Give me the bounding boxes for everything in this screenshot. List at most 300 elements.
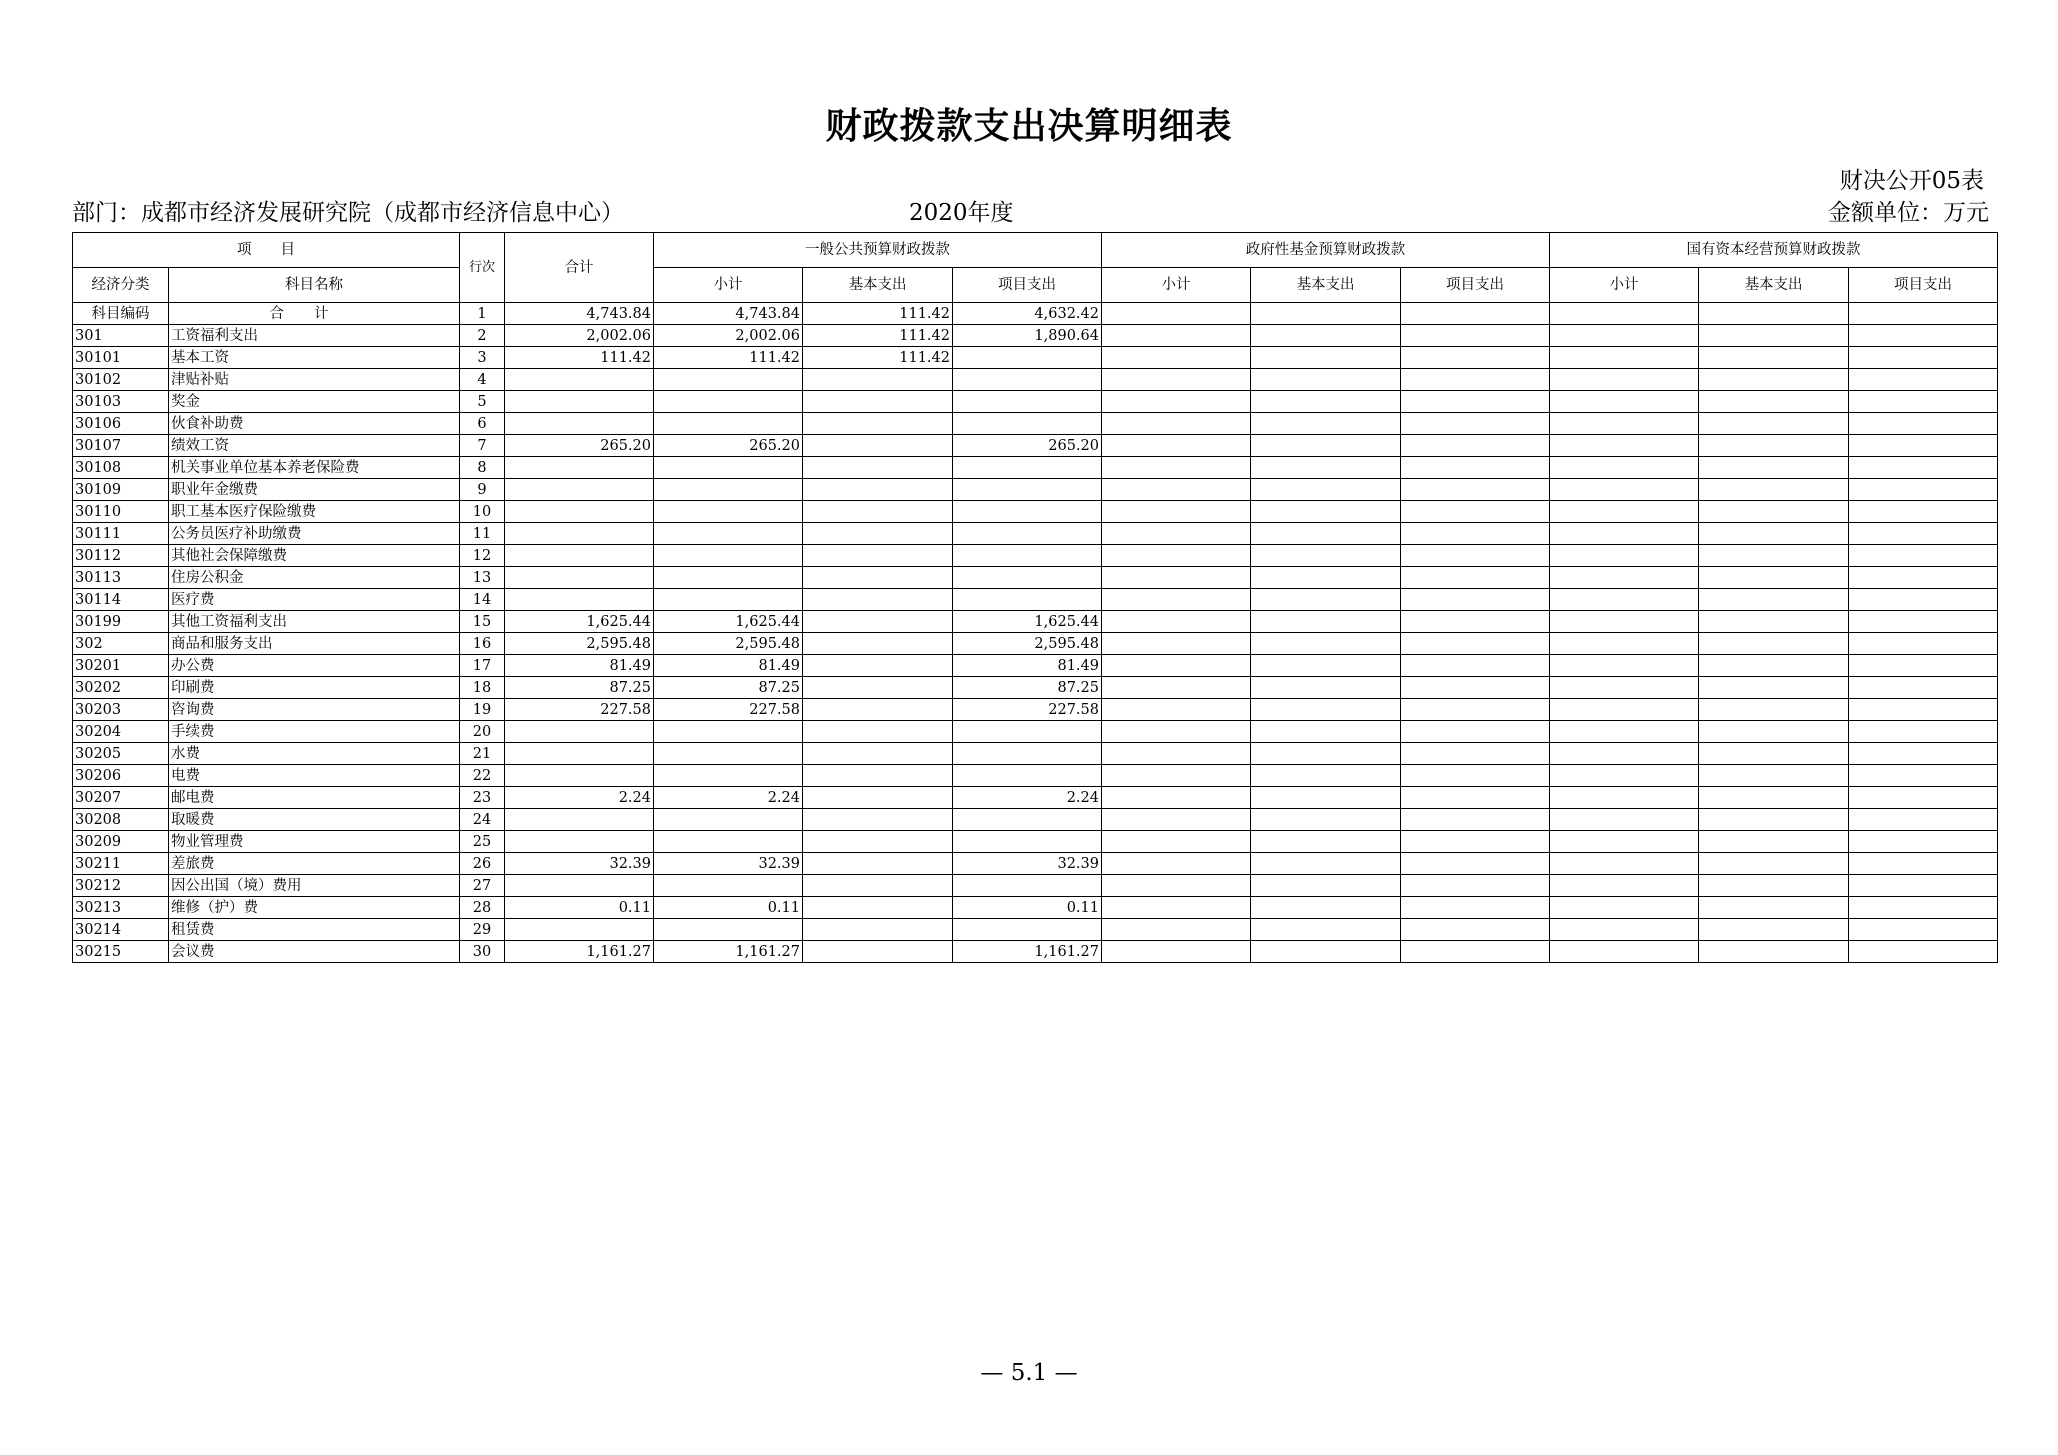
row-capital-subtotal: [1550, 501, 1699, 523]
row-capital-subtotal: [1550, 479, 1699, 501]
header-gp-project: 项目支出: [953, 268, 1102, 303]
row-gp-subtotal: [654, 875, 803, 897]
row-fund-basic: [1251, 567, 1401, 589]
row-seq: 4: [460, 369, 505, 391]
row-total: [505, 919, 654, 941]
row-capital-basic: [1699, 721, 1849, 743]
row-seq: 8: [460, 457, 505, 479]
header-total: 合计: [505, 233, 654, 303]
row-fund-subtotal: [1102, 523, 1251, 545]
row-fund-project: [1401, 347, 1550, 369]
row-fund-basic: [1251, 545, 1401, 567]
row-gp-project: 2,595.48: [953, 633, 1102, 655]
row-gp-basic: [803, 831, 953, 853]
row-gp-subtotal: [654, 831, 803, 853]
table-row: [73, 919, 1998, 941]
row-capital-subtotal: [1550, 721, 1699, 743]
row-fund-basic: [1251, 347, 1401, 369]
row-name: 基本工资: [169, 347, 460, 369]
row-total: 227.58: [505, 699, 654, 721]
table-row: [73, 655, 1998, 677]
row-capital-subtotal: [1550, 941, 1699, 963]
row-capital-project: [1849, 479, 1998, 501]
page-number: — 5.1 —: [980, 1360, 1078, 1386]
row-fund-project: [1401, 677, 1550, 699]
row-name: 伙食补助费: [169, 413, 460, 435]
table-row: [73, 897, 1998, 919]
row-fund-project: [1401, 523, 1550, 545]
row-capital-basic: [1699, 809, 1849, 831]
row-capital-subtotal: [1550, 853, 1699, 875]
row-gp-basic: [803, 743, 953, 765]
row-code: 30202: [73, 677, 169, 699]
row-total: 1,625.44: [505, 611, 654, 633]
row-capital-subtotal: [1550, 347, 1699, 369]
row-seq: 3: [460, 347, 505, 369]
row-code: 30201: [73, 655, 169, 677]
row-capital-subtotal: [1550, 743, 1699, 765]
row-gp-basic: 111.42: [803, 347, 953, 369]
row-gp-subtotal: 32.39: [654, 853, 803, 875]
table-row: [73, 391, 1998, 413]
row-capital-project: [1849, 853, 1998, 875]
table-row: [73, 347, 1998, 369]
row-gp-subtotal: 2.24: [654, 787, 803, 809]
row-capital-project: [1849, 545, 1998, 567]
row-fund-basic: [1251, 325, 1401, 347]
row-gp-subtotal: 1,161.27: [654, 941, 803, 963]
row-fund-subtotal: [1102, 765, 1251, 787]
row-code: 30107: [73, 435, 169, 457]
row-gp-project: 2.24: [953, 787, 1102, 809]
row-gp-subtotal: 81.49: [654, 655, 803, 677]
row-seq: 13: [460, 567, 505, 589]
row-name: 印刷费: [169, 677, 460, 699]
row-gp-basic: [803, 941, 953, 963]
row-fund-project: [1401, 567, 1550, 589]
header-gp-subtotal: 小计: [654, 268, 803, 303]
header-fund-project: 项目支出: [1401, 268, 1550, 303]
row-gp-subtotal: 1,625.44: [654, 611, 803, 633]
row-capital-project: [1849, 457, 1998, 479]
total-capital-subtotal: [1550, 303, 1699, 325]
row-capital-subtotal: [1550, 435, 1699, 457]
row-fund-project: [1401, 875, 1550, 897]
row-capital-project: [1849, 501, 1998, 523]
table-row: [73, 369, 1998, 391]
row-fund-subtotal: [1102, 545, 1251, 567]
row-gp-basic: [803, 545, 953, 567]
row-name: 物业管理费: [169, 831, 460, 853]
row-gp-subtotal: 2,002.06: [654, 325, 803, 347]
row-total: [505, 479, 654, 501]
row-gp-project: 265.20: [953, 435, 1102, 457]
row-gp-project: [953, 567, 1102, 589]
header-code-line2: 科目编码: [73, 303, 169, 325]
row-code: 30207: [73, 787, 169, 809]
row-code: 30108: [73, 457, 169, 479]
row-capital-basic: [1699, 611, 1849, 633]
row-fund-project: [1401, 391, 1550, 413]
row-seq: 29: [460, 919, 505, 941]
row-capital-subtotal: [1550, 633, 1699, 655]
row-gp-subtotal: 87.25: [654, 677, 803, 699]
table-row: [73, 853, 1998, 875]
row-gp-basic: [803, 699, 953, 721]
row-fund-subtotal: [1102, 655, 1251, 677]
row-fund-subtotal: [1102, 721, 1251, 743]
row-capital-basic: [1699, 457, 1849, 479]
row-capital-subtotal: [1550, 765, 1699, 787]
row-gp-project: 1,890.64: [953, 325, 1102, 347]
row-gp-subtotal: [654, 567, 803, 589]
row-capital-project: [1849, 523, 1998, 545]
row-total: 81.49: [505, 655, 654, 677]
row-seq: 6: [460, 413, 505, 435]
row-gp-project: 227.58: [953, 699, 1102, 721]
row-gp-basic: [803, 721, 953, 743]
row-fund-basic: [1251, 611, 1401, 633]
row-gp-subtotal: [654, 413, 803, 435]
row-code: 30214: [73, 919, 169, 941]
row-capital-basic: [1699, 589, 1849, 611]
header-row-no: 行次: [460, 233, 505, 303]
row-fund-basic: [1251, 875, 1401, 897]
row-gp-basic: [803, 765, 953, 787]
row-capital-basic: [1699, 831, 1849, 853]
row-capital-subtotal: [1550, 369, 1699, 391]
row-gp-basic: [803, 369, 953, 391]
row-seq: 10: [460, 501, 505, 523]
table-row: [73, 523, 1998, 545]
table-row: [73, 479, 1998, 501]
row-gp-project: [953, 875, 1102, 897]
row-capital-project: [1849, 413, 1998, 435]
row-capital-subtotal: [1550, 655, 1699, 677]
row-capital-basic: [1699, 347, 1849, 369]
row-seq: 16: [460, 633, 505, 655]
row-fund-project: [1401, 699, 1550, 721]
header-fund-basic: 基本支出: [1251, 268, 1401, 303]
row-capital-subtotal: [1550, 413, 1699, 435]
row-code: 30215: [73, 941, 169, 963]
row-total: 0.11: [505, 897, 654, 919]
row-capital-basic: [1699, 941, 1849, 963]
table-row: [73, 633, 1998, 655]
row-gp-basic: [803, 479, 953, 501]
table-row: [73, 831, 1998, 853]
row-total: [505, 567, 654, 589]
row-fund-subtotal: [1102, 325, 1251, 347]
row-gp-project: [953, 589, 1102, 611]
row-gp-subtotal: [654, 919, 803, 941]
table-row: [73, 501, 1998, 523]
table-row: [73, 435, 1998, 457]
row-name: 医疗费: [169, 589, 460, 611]
row-gp-basic: [803, 919, 953, 941]
row-code: 30213: [73, 897, 169, 919]
row-fund-basic: [1251, 479, 1401, 501]
row-seq: 19: [460, 699, 505, 721]
table-row: [73, 809, 1998, 831]
row-capital-subtotal: [1550, 545, 1699, 567]
row-code: 30114: [73, 589, 169, 611]
row-total: 111.42: [505, 347, 654, 369]
row-fund-subtotal: [1102, 589, 1251, 611]
row-fund-subtotal: [1102, 567, 1251, 589]
row-code: 30199: [73, 611, 169, 633]
row-gp-subtotal: 2,595.48: [654, 633, 803, 655]
row-code: 30102: [73, 369, 169, 391]
row-capital-basic: [1699, 567, 1849, 589]
row-fund-basic: [1251, 391, 1401, 413]
row-gp-project: [953, 545, 1102, 567]
row-fund-basic: [1251, 765, 1401, 787]
row-capital-project: [1849, 787, 1998, 809]
row-name: 取暖费: [169, 809, 460, 831]
row-fund-basic: [1251, 787, 1401, 809]
header-capital-subtotal: 小计: [1550, 268, 1699, 303]
row-capital-project: [1849, 809, 1998, 831]
row-fund-project: [1401, 325, 1550, 347]
row-total: [505, 875, 654, 897]
total-gp-subtotal: 4,743.84: [654, 303, 803, 325]
fiscal-year: 2020年度: [909, 200, 1014, 226]
row-gp-basic: [803, 853, 953, 875]
row-fund-basic: [1251, 831, 1401, 853]
row-capital-basic: [1699, 501, 1849, 523]
row-code: 30106: [73, 413, 169, 435]
row-code: 30206: [73, 765, 169, 787]
row-capital-subtotal: [1550, 809, 1699, 831]
row-capital-project: [1849, 919, 1998, 941]
row-capital-basic: [1699, 875, 1849, 897]
row-seq: 12: [460, 545, 505, 567]
row-gp-subtotal: [654, 523, 803, 545]
row-fund-subtotal: [1102, 743, 1251, 765]
row-gp-basic: [803, 589, 953, 611]
row-gp-subtotal: 265.20: [654, 435, 803, 457]
row-capital-basic: [1699, 435, 1849, 457]
row-seq: 11: [460, 523, 505, 545]
row-capital-project: [1849, 369, 1998, 391]
row-name: 住房公积金: [169, 567, 460, 589]
row-fund-subtotal: [1102, 413, 1251, 435]
row-fund-basic: [1251, 853, 1401, 875]
row-fund-project: [1401, 655, 1550, 677]
row-capital-project: [1849, 567, 1998, 589]
row-seq: 14: [460, 589, 505, 611]
row-gp-project: [953, 413, 1102, 435]
row-code: 30109: [73, 479, 169, 501]
total-capital-basic: [1699, 303, 1849, 325]
row-capital-basic: [1699, 391, 1849, 413]
row-total: [505, 369, 654, 391]
row-total: 32.39: [505, 853, 654, 875]
row-seq: 9: [460, 479, 505, 501]
row-seq: 2: [460, 325, 505, 347]
row-code: 30205: [73, 743, 169, 765]
amount-unit: 金额单位：万元: [1828, 200, 1989, 226]
row-seq: 5: [460, 391, 505, 413]
row-code: 30112: [73, 545, 169, 567]
row-fund-project: [1401, 853, 1550, 875]
row-capital-basic: [1699, 545, 1849, 567]
row-capital-subtotal: [1550, 523, 1699, 545]
row-total: 2,595.48: [505, 633, 654, 655]
row-gp-subtotal: [654, 391, 803, 413]
table-row: [73, 699, 1998, 721]
row-code: 30203: [73, 699, 169, 721]
row-fund-basic: [1251, 633, 1401, 655]
row-seq: 24: [460, 809, 505, 831]
row-name: 咨询费: [169, 699, 460, 721]
row-fund-basic: [1251, 919, 1401, 941]
table-row: [73, 567, 1998, 589]
row-name: 职工基本医疗保险缴费: [169, 501, 460, 523]
row-name: 因公出国（境）费用: [169, 875, 460, 897]
total-fund-subtotal: [1102, 303, 1251, 325]
row-total: [505, 391, 654, 413]
row-gp-project: [953, 369, 1102, 391]
table-row: [73, 413, 1998, 435]
row-fund-project: [1401, 457, 1550, 479]
table-row: [73, 765, 1998, 787]
department-label: 部门：成都市经济发展研究院（成都市经济信息中心）: [72, 200, 624, 226]
row-fund-project: [1401, 413, 1550, 435]
row-capital-project: [1849, 589, 1998, 611]
row-fund-project: [1401, 633, 1550, 655]
row-name: 机关事业单位基本养老保险费: [169, 457, 460, 479]
row-capital-subtotal: [1550, 787, 1699, 809]
table-row: [73, 589, 1998, 611]
row-seq: 18: [460, 677, 505, 699]
header-subject-name: 科目名称: [169, 268, 460, 303]
row-capital-basic: [1699, 743, 1849, 765]
header-capital-basic: 基本支出: [1699, 268, 1849, 303]
row-gp-basic: [803, 567, 953, 589]
row-name: 工资福利支出: [169, 325, 460, 347]
row-gp-basic: [803, 677, 953, 699]
row-capital-subtotal: [1550, 589, 1699, 611]
total-gp-project: 4,632.42: [953, 303, 1102, 325]
total-row: [73, 303, 1998, 325]
row-fund-subtotal: [1102, 853, 1251, 875]
row-code: 30208: [73, 809, 169, 831]
row-fund-basic: [1251, 699, 1401, 721]
header-row-2: [73, 268, 1998, 303]
row-fund-project: [1401, 721, 1550, 743]
row-total: [505, 743, 654, 765]
row-gp-basic: [803, 391, 953, 413]
row-code: 30211: [73, 853, 169, 875]
row-fund-basic: [1251, 457, 1401, 479]
row-gp-basic: [803, 413, 953, 435]
row-gp-project: [953, 501, 1102, 523]
row-name: 其他工资福利支出: [169, 611, 460, 633]
row-name: 其他社会保障缴费: [169, 545, 460, 567]
row-capital-subtotal: [1550, 457, 1699, 479]
row-capital-project: [1849, 435, 1998, 457]
row-name: 电费: [169, 765, 460, 787]
row-capital-project: [1849, 743, 1998, 765]
row-fund-project: [1401, 611, 1550, 633]
row-fund-subtotal: [1102, 633, 1251, 655]
row-total: [505, 501, 654, 523]
row-total: 2,002.06: [505, 325, 654, 347]
row-fund-project: [1401, 369, 1550, 391]
row-capital-project: [1849, 721, 1998, 743]
row-name: 会议费: [169, 941, 460, 963]
table-row: [73, 545, 1998, 567]
row-seq: 26: [460, 853, 505, 875]
row-fund-project: [1401, 919, 1550, 941]
table-row: [73, 941, 1998, 963]
row-code: 30113: [73, 567, 169, 589]
row-fund-basic: [1251, 369, 1401, 391]
row-capital-subtotal: [1550, 325, 1699, 347]
row-fund-project: [1401, 501, 1550, 523]
row-fund-subtotal: [1102, 391, 1251, 413]
table-row: [73, 743, 1998, 765]
row-code: 30212: [73, 875, 169, 897]
row-fund-subtotal: [1102, 699, 1251, 721]
total-fund-project: [1401, 303, 1550, 325]
row-seq: 20: [460, 721, 505, 743]
row-gp-project: 1,161.27: [953, 941, 1102, 963]
row-fund-project: [1401, 897, 1550, 919]
row-code: 30103: [73, 391, 169, 413]
row-total: [505, 589, 654, 611]
row-fund-subtotal: [1102, 809, 1251, 831]
row-capital-project: [1849, 765, 1998, 787]
row-fund-subtotal: [1102, 457, 1251, 479]
row-capital-subtotal: [1550, 391, 1699, 413]
row-name: 租赁费: [169, 919, 460, 941]
row-gp-subtotal: [654, 457, 803, 479]
header-gp-basic: 基本支出: [803, 268, 953, 303]
row-total: 87.25: [505, 677, 654, 699]
row-gp-basic: [803, 435, 953, 457]
header-fund-subtotal: 小计: [1102, 268, 1251, 303]
row-fund-project: [1401, 765, 1550, 787]
header-row-1: [73, 233, 1998, 268]
row-gp-project: [953, 391, 1102, 413]
row-gp-subtotal: [654, 501, 803, 523]
row-capital-basic: [1699, 787, 1849, 809]
row-capital-project: [1849, 941, 1998, 963]
row-gp-basic: [803, 523, 953, 545]
row-fund-subtotal: [1102, 611, 1251, 633]
row-gp-project: [953, 743, 1102, 765]
row-name: 邮电费: [169, 787, 460, 809]
header-capital-budget: 国有资本经营预算财政拨款: [1550, 233, 1998, 268]
row-fund-project: [1401, 787, 1550, 809]
row-capital-basic: [1699, 413, 1849, 435]
row-total: [505, 457, 654, 479]
expenditure-table: [72, 232, 1998, 963]
row-gp-subtotal: 0.11: [654, 897, 803, 919]
row-total: [505, 809, 654, 831]
row-capital-project: [1849, 897, 1998, 919]
row-gp-basic: [803, 457, 953, 479]
row-gp-basic: [803, 809, 953, 831]
row-gp-subtotal: [654, 765, 803, 787]
table-row: [73, 611, 1998, 633]
row-code: 30111: [73, 523, 169, 545]
row-capital-project: [1849, 633, 1998, 655]
row-name: 绩效工资: [169, 435, 460, 457]
